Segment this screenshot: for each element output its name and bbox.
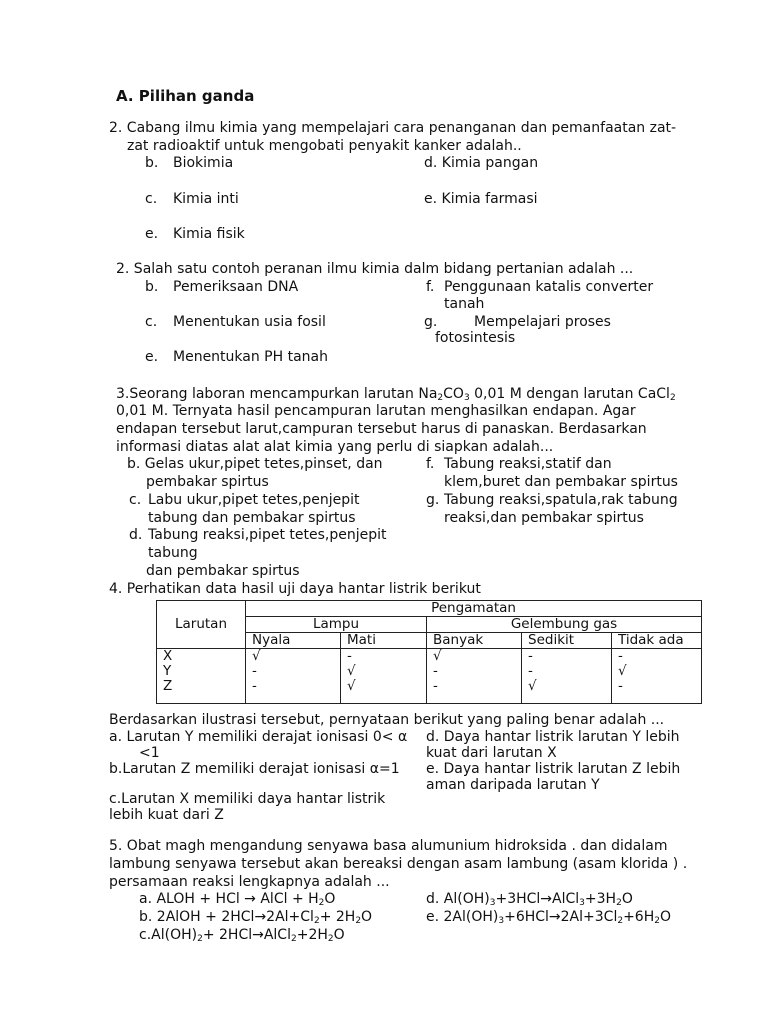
- q3-option-c-line2[interactable]: tabung dan pembakar spirtus: [148, 510, 356, 526]
- q2-option-e-letter[interactable]: e.: [145, 349, 159, 365]
- table-header-lampu: Lampu: [246, 617, 427, 633]
- q2-stem: 2. Salah satu contoh peranan ilmu kimia dalm bidang pertanian adalah ...: [116, 261, 634, 277]
- table-cell: -: [427, 679, 522, 704]
- q2-option-f-letter[interactable]: f.: [426, 279, 435, 295]
- q2-option-g-letter[interactable]: g.: [424, 314, 438, 330]
- table-header-mati: Mati: [341, 633, 427, 649]
- table-cell: √: [341, 664, 427, 679]
- q4-option-c-line1[interactable]: c.Larutan X memiliki daya hantar listrik: [109, 791, 386, 807]
- table-header-pengamatan: Pengamatan: [246, 601, 702, 617]
- q4-option-b[interactable]: b.Larutan Z memiliki derajat ionisasi α=1: [109, 761, 400, 777]
- q1-option-e2-letter[interactable]: e.: [145, 226, 159, 242]
- q2-option-b[interactable]: Pemeriksaan DNA: [173, 279, 299, 295]
- q3-stem-line2: 0,01 M. Ternyata hasil pencampuran larutan menghasilkan endapan. Agar: [116, 403, 636, 419]
- q2-option-f-line1[interactable]: Penggunaan katalis converter: [444, 279, 654, 295]
- q5-option-e[interactable]: e. $2Al(OH)_3+6HCl\to 2Al+3Cl_2+6H_2O$: [426, 909, 672, 926]
- table-row: [157, 679, 702, 704]
- q2-option-f-line2[interactable]: tanah: [444, 296, 485, 312]
- q4-stem: 4. Perhatikan data hasil uji daya hantar listrik berikut: [109, 581, 481, 597]
- q5-option-b[interactable]: b. 2AlOH + $2HCl\to 2Al+Cl_2+ 2H_2O$: [139, 909, 373, 926]
- q5-stem-line2: lambung senyawa tersebut akan bereaksi dengan asam lambung (asam klorida ) .: [109, 856, 688, 872]
- q3-stem-line1: 3.Seorang laboran mencampurkan larutan $Na_2CO_3$ 0,01 M dengan larutan CaCl$_2$: [116, 386, 676, 403]
- table-header-tidak-ada: Tidak ada: [612, 633, 702, 649]
- table-cell: -: [612, 649, 702, 665]
- q3-option-b-line2[interactable]: pembakar spirtus: [146, 474, 269, 490]
- q3-option-d-line2[interactable]: tabung: [148, 545, 198, 561]
- q4-option-e-line1[interactable]: e. Daya hantar listrik larutan Z lebih: [426, 761, 681, 777]
- q2-option-b-letter[interactable]: b.: [145, 279, 159, 295]
- q1-option-e2[interactable]: Kimia fisik: [173, 226, 245, 242]
- q4-option-d-line1[interactable]: d. Daya hantar listrik larutan Y lebih: [426, 729, 680, 745]
- table-cell: -: [612, 679, 702, 704]
- table-cell: -: [427, 664, 522, 679]
- table-cell: Y: [157, 664, 246, 679]
- q2-option-g-line2[interactable]: fotosintesis: [435, 330, 516, 346]
- q4-option-c-line2[interactable]: lebih kuat dari Z: [109, 807, 224, 823]
- q5-option-d[interactable]: d. $Al(OH)_3+3HCl\to AlCl_3+3H_2O$: [426, 891, 633, 908]
- table-cell: Z: [157, 679, 246, 704]
- q3-option-g-line2[interactable]: reaksi,dan pembakar spirtus: [444, 510, 644, 526]
- q1-option-c-letter[interactable]: c.: [145, 191, 158, 207]
- q3-option-b-line1[interactable]: b. Gelas ukur,pipet tetes,pinset, dan: [127, 456, 383, 472]
- table-header-sedikit: Sedikit: [522, 633, 612, 649]
- q3-option-d-letter[interactable]: d.: [129, 527, 143, 543]
- q3-option-f-letter[interactable]: f.: [426, 456, 435, 472]
- table-cell: -: [246, 664, 341, 679]
- q1-stem-line2: zat radioaktif untuk mengobati penyakit kanker adalah..: [127, 138, 522, 154]
- table-cell: -: [522, 649, 612, 665]
- q1-option-b-letter[interactable]: b.: [145, 155, 159, 171]
- q4-option-e-line2[interactable]: aman daripada larutan Y: [426, 777, 600, 793]
- table-header-nyala: Nyala: [246, 633, 341, 649]
- table-cell: √: [612, 664, 702, 679]
- table-cell: √: [522, 679, 612, 704]
- q3-option-c-line1[interactable]: Labu ukur,pipet tetes,penjepit: [148, 492, 360, 508]
- q2-option-c[interactable]: Menentukan usia fosil: [173, 314, 326, 330]
- q4-option-d-line2[interactable]: kuat dari larutan X: [426, 745, 557, 761]
- table-cell: √: [246, 649, 341, 665]
- q3-option-f-line1[interactable]: Tabung reaksi,statif dan: [444, 456, 612, 472]
- q5-stem-line3: persamaan reaksi lengkapnya adalah ...: [109, 874, 390, 890]
- q3-option-c-letter[interactable]: c.: [129, 492, 142, 508]
- table-cell: -: [522, 664, 612, 679]
- table-cell: √: [341, 679, 427, 704]
- q5-stem-line1: 5. Obat magh mengandung senyawa basa alumunium hidroksida . dan didalam: [109, 838, 668, 854]
- q5-option-c[interactable]: $c.Al(OH)_2+$ $2HCl\to AlCl_2+2H_2O$: [139, 927, 345, 944]
- table-cell: √: [427, 649, 522, 665]
- q4-option-a-line1[interactable]: a. Larutan Y memiliki derajat ionisasi 0< α: [109, 729, 408, 745]
- q1-option-c[interactable]: Kimia inti: [173, 191, 239, 207]
- q1-option-e[interactable]: e. Kimia farmasi: [424, 191, 538, 207]
- q1-option-b[interactable]: Biokimia: [173, 155, 234, 171]
- q3-option-f-line2[interactable]: klem,buret dan pembakar spirtus: [444, 474, 678, 490]
- q1-option-d[interactable]: d. Kimia pangan: [424, 155, 539, 171]
- table-cell: -: [246, 679, 341, 704]
- q3-stem-line4: informasi diatas alat alat kimia yang perlu di siapkan adalah...: [116, 439, 554, 455]
- conductivity-table: [156, 600, 702, 704]
- q3-option-d-line1[interactable]: Tabung reaksi,pipet tetes,penjepit: [148, 527, 387, 543]
- table-cell: X: [157, 649, 246, 665]
- q1-stem-line1: 2. Cabang ilmu kimia yang mempelajari cara penanganan dan pemanfaatan zat-: [109, 120, 677, 136]
- q2-option-c-letter[interactable]: c.: [145, 314, 158, 330]
- q2-option-e[interactable]: Menentukan PH tanah: [173, 349, 328, 365]
- table-row: [157, 649, 702, 665]
- q3-option-g-letter[interactable]: g.: [426, 492, 440, 508]
- q3-option-g-line1[interactable]: Tabung reaksi,spatula,rak tabung: [444, 492, 678, 508]
- table-cell: -: [341, 649, 427, 665]
- q5-option-a[interactable]: a. ALOH + HCl → AlCl + $H_2O$: [139, 891, 336, 908]
- q2-option-g-line1[interactable]: Mempelajari proses: [474, 314, 611, 330]
- q3-option-d-line3[interactable]: dan pembakar spirtus: [146, 563, 300, 579]
- q4-question: Berdasarkan ilustrasi tersebut, pernyataan berikut yang paling benar adalah ...: [109, 712, 665, 728]
- table-header-gelembung: Gelembung gas: [427, 617, 702, 633]
- q4-option-a-line2[interactable]: <1: [139, 745, 160, 761]
- table-header-larutan: Larutan: [157, 601, 246, 649]
- section-title: A. Pilihan ganda: [116, 87, 255, 105]
- table-header-banyak: Banyak: [427, 633, 522, 649]
- table-row: [157, 664, 702, 679]
- q3-stem-line3: endapan tersebut larut,campuran tersebut harus di panaskan. Berdasarkan: [116, 421, 647, 437]
